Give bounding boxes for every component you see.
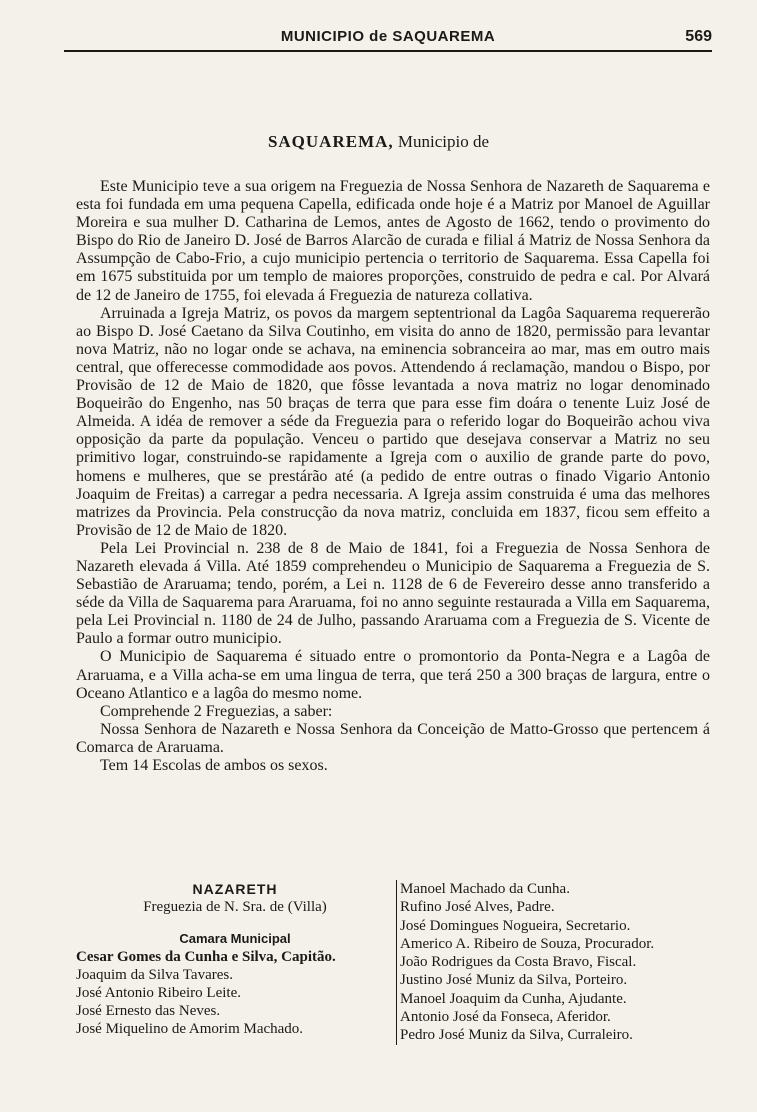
- list-item: Manoel Joaquim da Cunha, Ajudante.: [400, 990, 627, 1007]
- camara-heading: Camara Municipal: [179, 931, 291, 946]
- list-item: Antonio José da Fonseca, Aferidor.: [400, 1009, 611, 1026]
- list-item: Cesar Gomes da Cunha e Silva, Capitão.: [76, 949, 336, 965]
- officials-section: [76, 880, 710, 1050]
- list-item: Americo A. Ribeiro de Souza, Procurador.: [400, 935, 655, 952]
- list-item: Pedro José Muniz da Silva, Curraleiro.: [400, 1027, 633, 1044]
- paragraph-location: O Municipio de Saquarema é situado entre o promontorio da Ponta-Negra e a Lagôa de Araruama, e a Villa acha-se em uma lingua de terra, que terá 250 a 300 braças de largura, entre o Oceano Atlantico e a lagôa do mesmo nome.: [76, 648, 710, 702]
- running-title: MUNICIPIO de SAQUAREMA: [280, 28, 496, 45]
- paragraph-freguezias: Comprehende 2 Freguezias, a saber:: [100, 702, 333, 720]
- paragraph-schools: Tem 14 Escolas de ambos os sexos.: [100, 757, 328, 774]
- article-body: [76, 178, 710, 775]
- article-title-suffix: Municipio de: [397, 132, 490, 151]
- section-heading: NAZARETH: [192, 881, 278, 897]
- article-title: [0, 132, 757, 152]
- list-item: Justino José Muniz da Silva, Porteiro.: [400, 972, 628, 989]
- left-column: [76, 880, 394, 1038]
- paragraph-origin: Este Municipio teve a sua origem na Freguezia de Nossa Senhora de Nazareth de Saquarema e esta foi fundada em uma pequena Capella, edificada onde hoje é a Matriz por Manoel de Aguillar Moreira e sua mulher D. Catharina de Lemos, antes de Agosto de 1662, tendo o provimento do Bispo do Rio de Janeiro D. José de Barros Alarcão de curada e filial á Matriz de Nossa Senhora da Assumpção de Cabo-Frio, a cujo municipio pertencia o territorio de Saquarema. Essa Capella foi em 1675 substituida por um templo de maiores proporções, construido de pedra e cal. Por Alvará de 12 de Janeiro de 1755, foi elevada á Freguezia de natureza collativa.: [76, 178, 710, 304]
- section-subheading: Freguezia de N. Sra. de (Villa): [143, 899, 327, 915]
- list-item: José Miquelino de Amorim Machado.: [76, 1021, 304, 1037]
- list-item: José Antonio Ribeiro Leite.: [76, 985, 241, 1001]
- page-number: 569: [685, 28, 712, 45]
- list-item: José Ernesto das Neves.: [76, 1003, 221, 1019]
- paragraph-matriz: Arruinada a Igreja Matriz, os povos da margem septentrional da Lagôa Saquarema requererão ao Bispo D. José Caetano da Silva Coutinho, em visita do anno de 1820, permissão para levantar nova Matriz, não no logar onde se achava, na eminencia sobranceira ao mar, mas em outro mais central, que offerecesse commodidade aos povos. Attendendo á reclamação, mandou o Bispo, por Provisão de 12 de Maio de 1820, que fôsse levantada a nova matriz no logar denominado Boqueirão do Engenho, nas 50 braças de terra que para esse fim doára o tenente Luiz José de Almeida. A idéa de remover a séde da Freguezia para o referido logar do Boqueirão achou viva opposição da parte da população. Venceu o partido que desejava conservar a Matriz no seu primitivo logar, construindo-se rapidamente a Igreja com o auxilio de grande parte do povo, homens e mulheres, que se prestárão até (a pedido de entre outras o finado Vigario Antonio Joaquim de Freitas) a carregar a pedra necessaria. A Igreja assim construida é uma das melhores matrizes da Provincia. Pela construcção da nova matriz, concluida em 1837, ficou sem effeito a Provisão de 12 de Maio de 1820.: [76, 304, 710, 539]
- page-header: [64, 28, 712, 52]
- paragraph-freguezia-list: Nossa Senhora de Nazareth e Nossa Senhora da Conceição de Matto-Grosso que pertencem á Comarca de Araruama.: [76, 720, 710, 756]
- list-item: Manoel Machado da Cunha.: [400, 881, 570, 897]
- paragraph-villa: Pela Lei Provincial n. 238 de 8 de Maio de 1841, foi a Freguezia de Nossa Senhora de Nazareth elevada á Villa. Até 1859 comprehendeu o Municipio de Saquarema a Freguezia de S. Sebastião de Araruama; tendo, porém, a Lei n. 1128 de 6 de Fevereiro desse anno transferido a séde da Villa de Saquarema para Araruama, foi no anno seguinte restaurada a Villa em Saquarema, pela Lei Provincial n. 1180 de 24 de Julho, passando Araruama com a Freguezia de S. Vicente de Paulo a formar outro municipio.: [76, 539, 710, 648]
- right-column: [396, 880, 714, 1045]
- list-item: José Domingues Nogueira, Secretario.: [400, 917, 631, 934]
- list-item: João Rodrigues da Costa Bravo, Fiscal.: [400, 954, 637, 971]
- article-title-name: SAQUAREMA,: [267, 132, 394, 151]
- list-item: Rufino José Alves, Padre.: [400, 899, 555, 916]
- list-item: Joaquim da Silva Tavares.: [76, 967, 233, 983]
